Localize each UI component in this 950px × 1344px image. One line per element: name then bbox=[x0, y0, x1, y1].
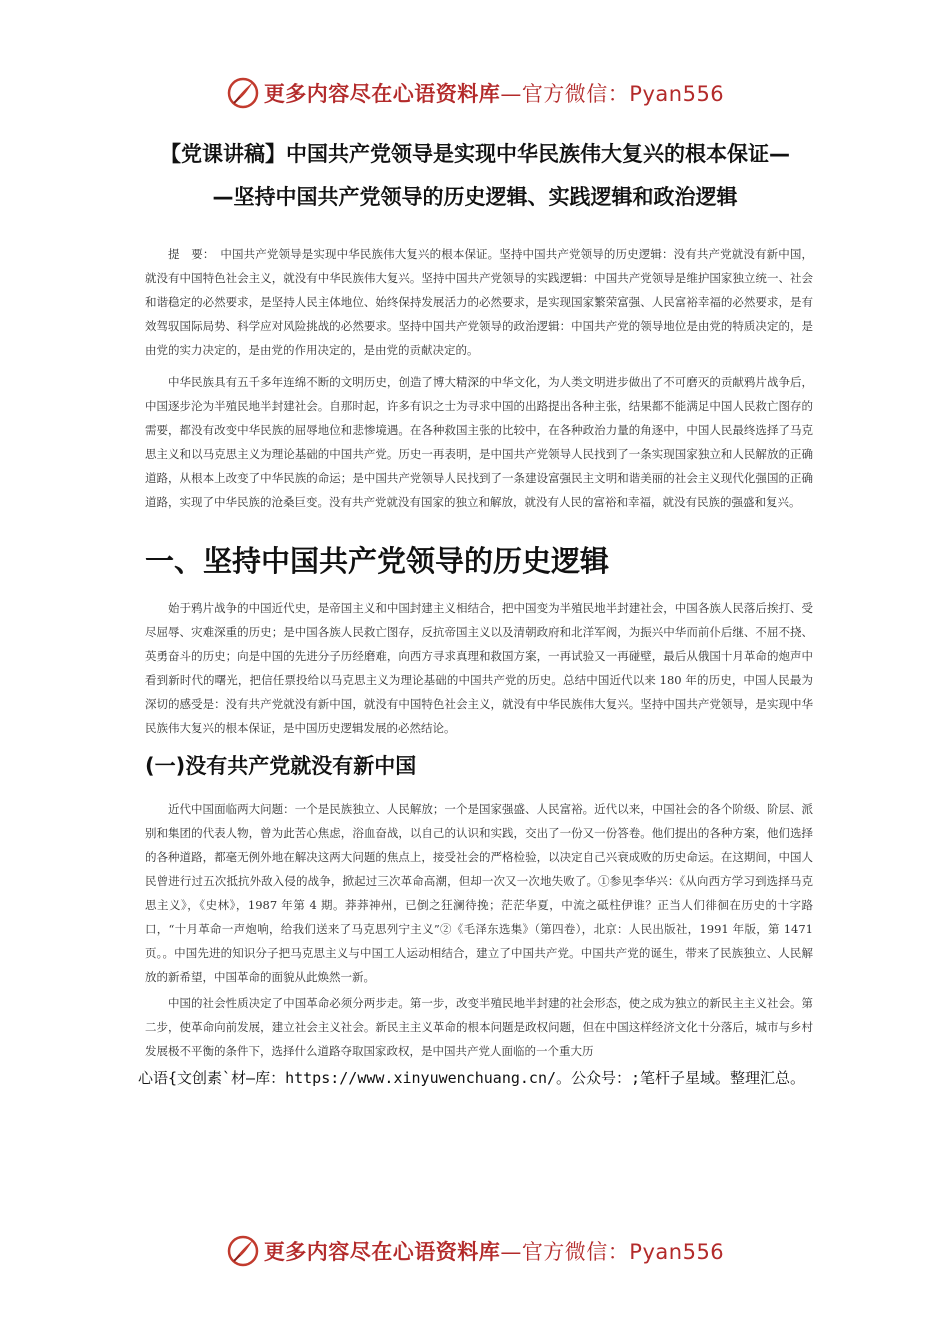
title-line-1: 【党课讲稿】中国共产党领导是实现中华民族伟大复兴的根本保证— bbox=[160, 142, 790, 166]
title-line-2: —坚持中国共产党领导的历史逻辑、实践逻辑和政治逻辑 bbox=[212, 185, 738, 209]
feather-logo-icon bbox=[226, 76, 260, 110]
header-watermark-banner bbox=[0, 68, 950, 118]
subsection-paragraph-1: 近代中国面临两大问题：一个是民族独立、人民解放；一个是国家强盛、人民富裕。近代以来，中国社会的各个阶级、阶层、派别和集团的代表人物，曾为此苦心焦虑，浴血奋战，以自己的认识和实践，交出了一份又一份答卷。他们提出的各种方案，他们选择的各种道路，都毫无例外地在解决这两大问题的焦点上，接受社会的严格检验，以决定自己兴衰成败的历史命运。在这期间，中国人民曾进行过五次抵抗外敌入侵的战争，掀起过三次革命高潮，但却一次又一次地失败了。①参见李华兴：《从向西方学习到选择马克思主义》，《史林》，1987 年第 4 期。莽莽神州，已倒之狂澜待挽；茫茫华夏，中流之砥柱伊谁？正当人们徘徊在历史的十字路口，“十月革命一声炮响，给我们送来了马克思列宁主义”②《毛泽东选集》（第四卷），北京：人民出版社，1991 年版，第 1471 页。。中国先进的知识分子把马克思主义与中国工人运动相结合，建立了中国共产党。中国共产党的诞生，带来了民族独立、人民解放的新希望，中国革命的面貌从此焕然一新。 bbox=[145, 802, 813, 984]
banner-text: 更多内容尽在心语资料库 bbox=[263, 82, 501, 106]
abstract-paragraph: 提 要： 中国共产党领导是实现中华民族伟大复兴的根本保证。坚持中国共产党领导的历史逻辑：没有共产党就没有新中国，就没有中国特色社会主义，就没有中华民族伟大复兴。坚持中国共产党领导的实践逻辑：中国共产党领导是维护国家独立统一、社会和谐稳定的必然要求，是坚持人民主体地位、始终保持发展活力的必然要求，是实现国家繁荣富强、人民富裕幸福的必然要求，是有效驾驭国际局势、科学应对风险挑战的必然要求。坚持中国共产党领导的政治逻辑：中国共产党的领导地位是由党的特质决定的，是由党的实力决定的，是由党的作用决定的，是由党的贡献决定的。 bbox=[145, 247, 813, 357]
banner-text: 更多内容尽在心语资料库 bbox=[263, 1240, 501, 1264]
document-title bbox=[140, 133, 810, 219]
banner-text-wechat: —官方微信：Pyan556 bbox=[500, 1240, 725, 1264]
section-paragraph: 始于鸦片战争的中国近代史，是帝国主义和中国封建主义相结合，把中国变为半殖民地半封建社会，中国各族人民落后挨打、受尽屈辱、灾难深重的历史；是中国各族人民救亡图存，反抗帝国主义以及清朝政府和北洋军阀，为振兴中华而前仆后继、不屈不挠、英勇奋斗的历史；向是中国的先进分子历经磨难，向西方寻求真理和救国方案，一再试验又一再碰壁，最后从俄国十月革命的炮声中看到新时代的曙光，把信任票投给以马克思主义为理论基础的中国共产党的历史。总结中国近代以来 180 年的历史，中国人民最为深切的感受是：没有共产党就没有新中国，就没有中国特色社会主义，就没有中华民族伟大复兴。坚持中国共产党领导，是实现中华民族伟大复兴的根本保证，是中国历史逻辑发展的必然结论。 bbox=[145, 601, 813, 735]
feather-logo-icon bbox=[226, 1234, 260, 1268]
footer-watermark-banner bbox=[0, 1226, 950, 1276]
subsection-heading: (一)没有共产党就没有新中国 bbox=[145, 754, 417, 778]
subsection-paragraph-2: 中国的社会性质决定了中国革命必须分两步走。第一步，改变半殖民地半封建的社会形态，使之成为独立的新民主主义社会。第二步，使革命向前发展，建立社会主义社会。新民主主义革命的根本问题是政权问题，但在中国这样经济文化十分落后，城市与乡村发展极不平衡的条件下，选择什么道路夺取国家政权，是中国共产党人面临的一个重大历 bbox=[145, 996, 813, 1058]
section-heading: 一、坚持中国共产党领导的历史逻辑 bbox=[145, 544, 610, 578]
intro-paragraph: 中华民族具有五千多年连绵不断的文明历史，创造了博大精深的中华文化，为人类文明进步做出了不可磨灭的贡献鸦片战争后，中国逐步沦为半殖民地半封建社会。自那时起，许多有识之士为寻求中国的出路提出各种主张，结果都不能满足中国人民救亡图存的需要，都没有改变中华民族的屈辱地位和悲惨境遇。在各种救国主张的比较中，在各种政治力量的角逐中，中国人民最终选择了马克思主义和以马克思主义为理论基础的中国共产党。历史一再表明，是中国共产党领导人民找到了一条实现国家独立和人民解放的正确道路，从根本上改变了中华民族的命运；是中国共产党领导人民找到了一条建设富强民主文明和谐美丽的社会主义现代化强国的正确道路，实现了中华民族的沧桑巨变。没有共产党就没有国家的独立和解放，就没有人民的富裕和幸福，就没有民族的强盛和复兴。 bbox=[145, 375, 813, 509]
source-footnote: 心语{文创素`材—库：https://www.xinyuwenchuang.cn/。公众号：;笔杆子星域。整理汇总。 bbox=[138, 1069, 806, 1087]
banner-text-wechat: —官方微信：Pyan556 bbox=[500, 82, 725, 106]
